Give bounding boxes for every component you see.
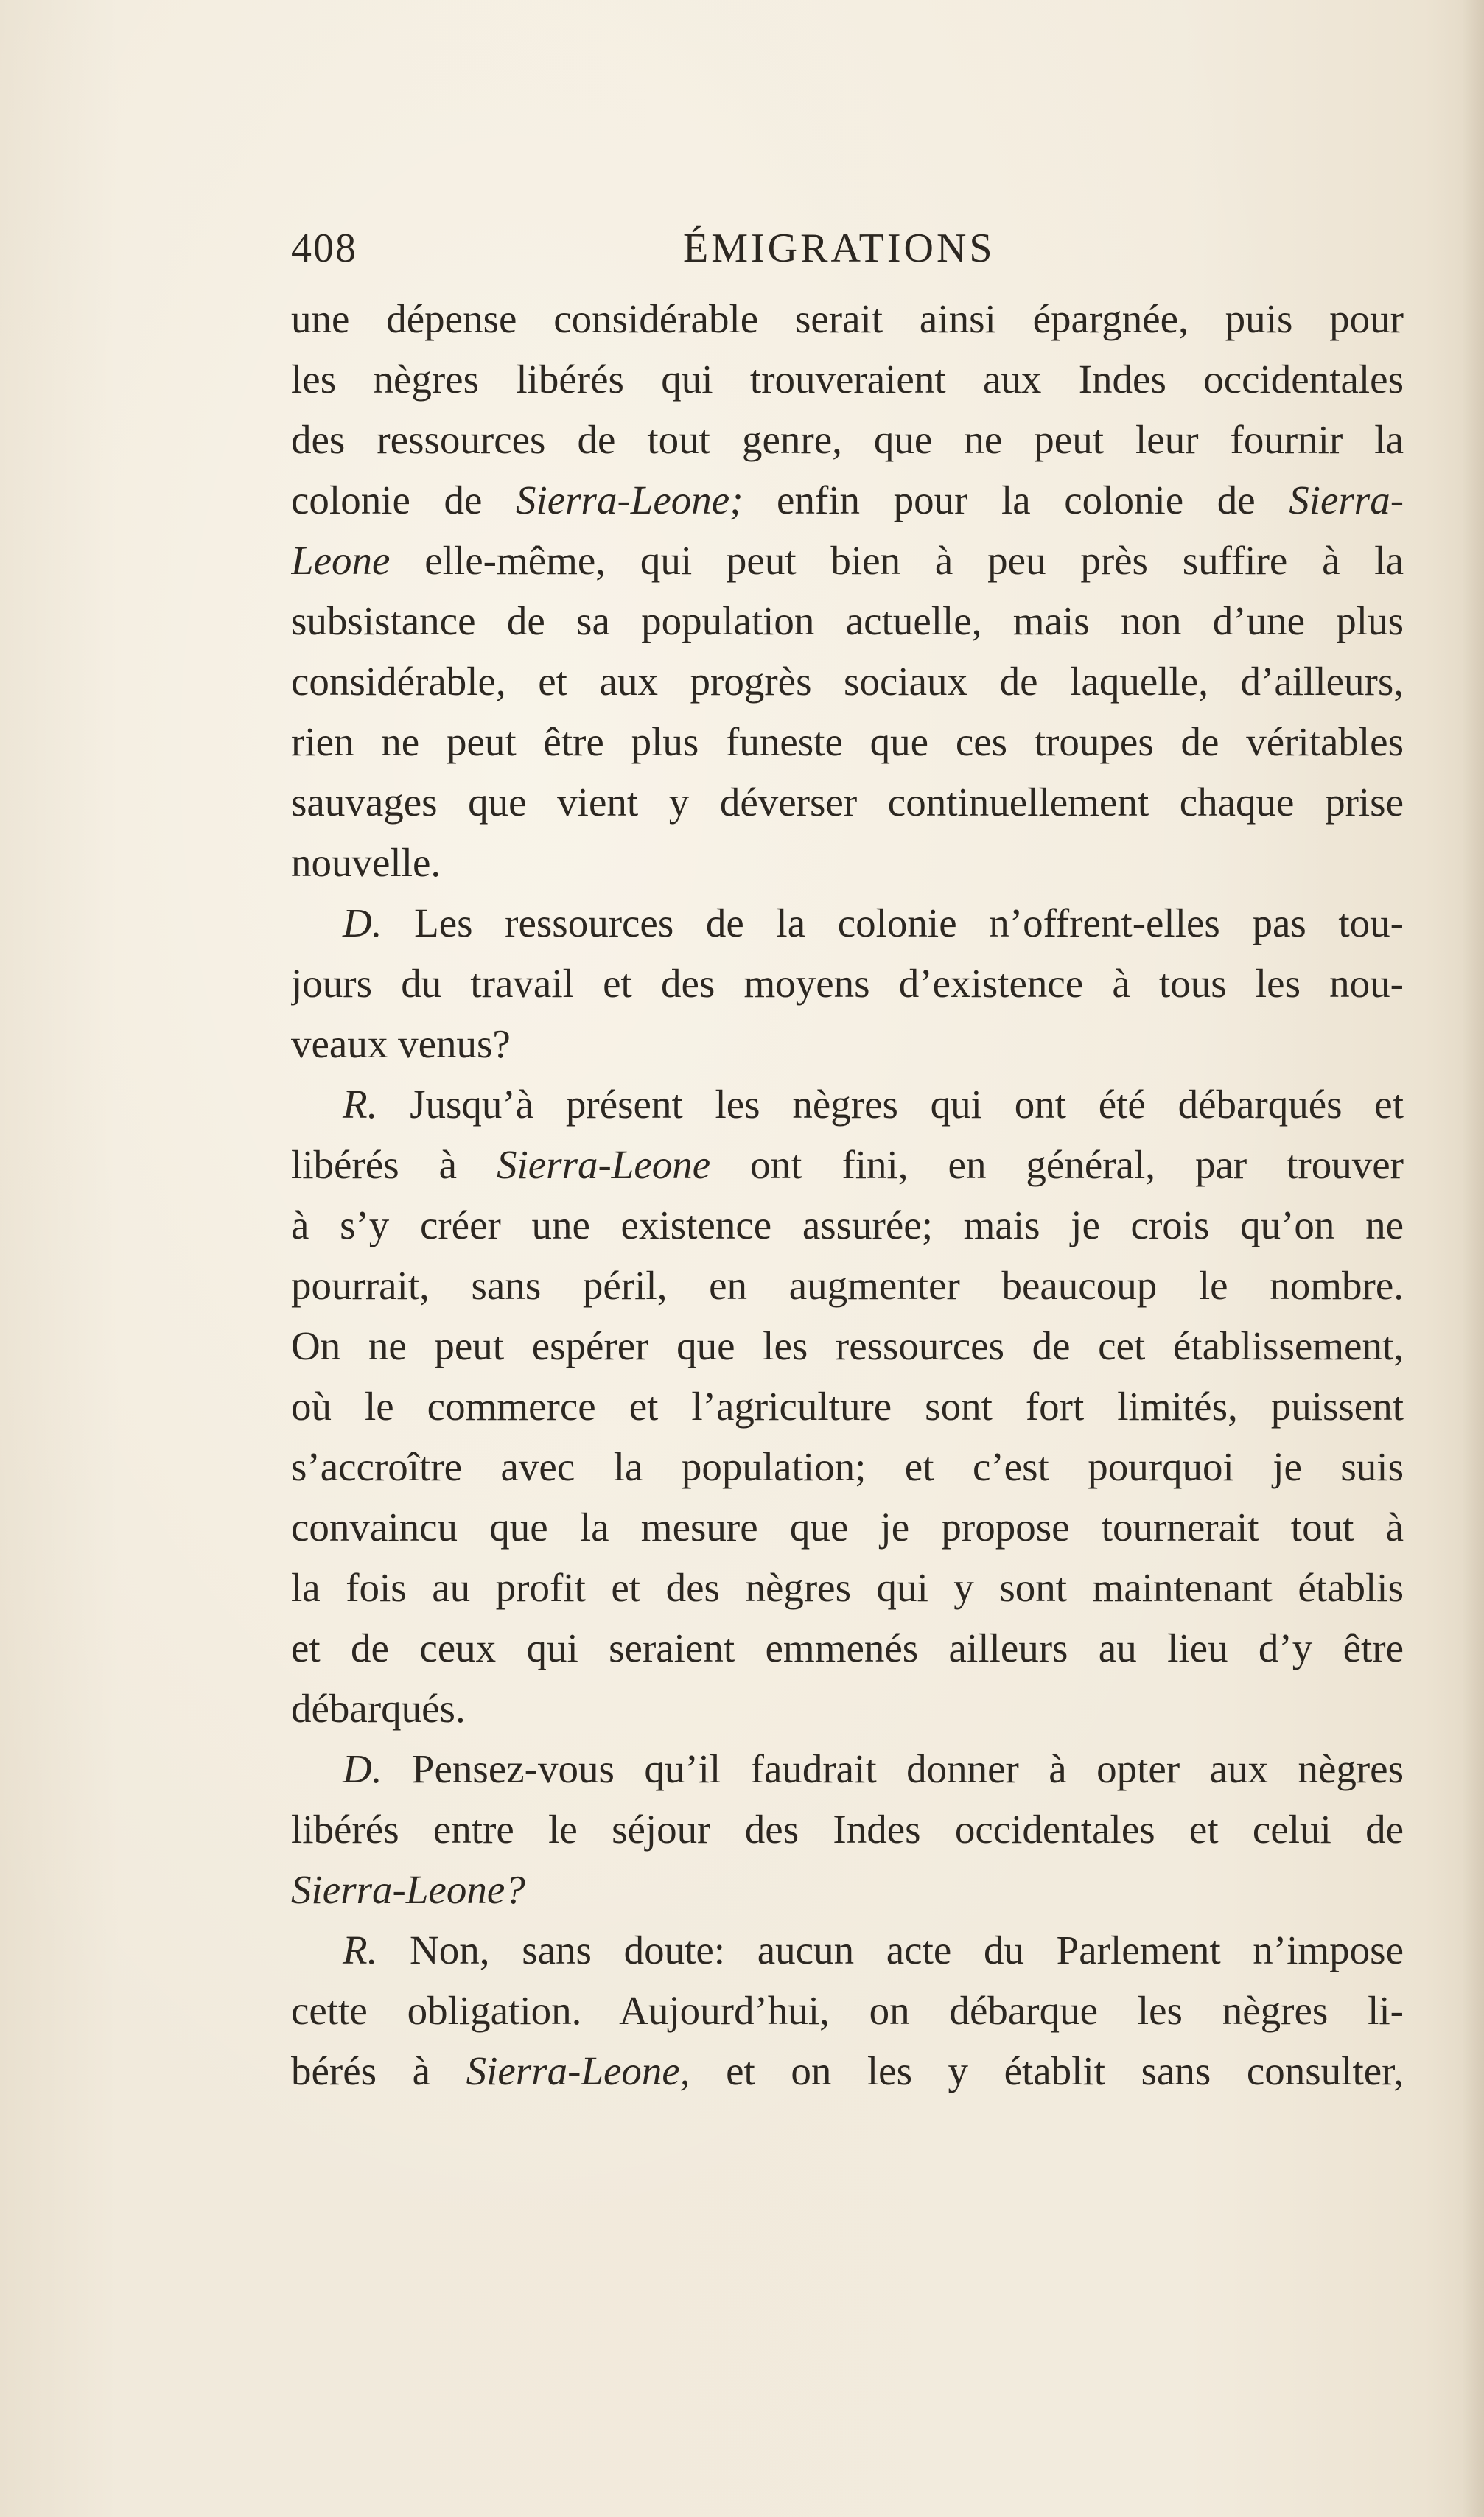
text-segment: Pensez-vous qu’il faudrait donner à opter aux nègres [382,1746,1404,1791]
text-segment: et on les y établit sans consulter, [690,2048,1404,2093]
text-segment: ont fini, en général, par trouver [710,1142,1404,1187]
text-line [291,651,1404,712]
text-segment: s’accroître avec la population; et c’est pourquoi je suis [291,1444,1404,1489]
text-line [291,1074,1404,1135]
text-line [291,1678,1404,1739]
text-segment: la fois au profit et des nègres qui y sont maintenant établis [291,1565,1404,1610]
text-segment: pourrait, sans péril, en augmenter beaucoup le nombre. [291,1263,1404,1308]
text-segment: libérés entre le séjour des Indes occidentales et celui de [291,1807,1404,1852]
text-line [291,289,1404,349]
text-segment: enfin pour la colonie de [743,477,1289,522]
text-segment: jours du travail et des moyens d’existence à tous les nou- [291,961,1404,1006]
text-segment: Jusqu’à présent les nègres qui ont été débarqués et [377,1082,1404,1127]
text-segment: convaincu que la mesure que je propose tournerait tout à [291,1505,1404,1550]
text-segment: veaux venus? [291,1021,511,1066]
italic-text: Sierra-Leone, [466,2048,690,2093]
text-line [291,1195,1404,1256]
text-segment: bérés à [291,2048,466,2093]
text-line [291,772,1404,833]
italic-text: R. [343,1928,378,1972]
text-segment: elle-même, qui peut bien à peu près suffire à la [390,538,1404,583]
text-line [291,1014,1404,1074]
text-segment: libérés à [291,1142,497,1187]
text-line [291,410,1404,470]
text-line [291,531,1404,591]
running-head: ÉMIGRATIONS [683,225,995,271]
text-segment: cette obligation. Aujourd’hui, on débarque les nègres li- [291,1988,1404,2033]
text-segment: sauvages que vient y déverser continuellement chaque prise [291,780,1404,825]
text-segment: rien ne peut être plus funeste que ces troupes de véritables [291,719,1404,764]
text-segment: On ne peut espérer que les ressources de cet établissement, [291,1323,1404,1368]
text-segment: colonie de [291,477,516,522]
text-line [291,1497,1404,1558]
text-line [291,591,1404,651]
text-line [291,470,1404,531]
text-line [291,1376,1404,1437]
text-line [291,1981,1404,2041]
italic-text: Sierra-Leone? [291,1867,525,1912]
text-line [291,953,1404,1014]
italic-text: Leone [291,538,391,583]
text-line [291,1920,1404,1981]
text-segment: nouvelle. [291,840,441,885]
text-segment: subsistance de sa population actuelle, mais non d’une plus [291,598,1404,643]
text-segment: considérable, et aux progrès sociaux de laquelle, d’ailleurs, [291,659,1404,704]
italic-text: D. [343,1746,382,1791]
page-header [291,225,1404,284]
text-segment: et de ceux qui seraient emmenés ailleurs au lieu d’y être [291,1625,1404,1670]
page-number: 408 [291,225,357,271]
text-line [291,1558,1404,1618]
italic-text: D. [343,900,382,945]
text-segment: où le commerce et l’agriculture sont fort limités, puissent [291,1384,1404,1429]
text-segment: des ressources de tout genre, que ne peut leur fournir la [291,417,1404,462]
text-line [291,1135,1404,1195]
body-text [291,289,1404,2101]
italic-text: R. [343,1082,378,1127]
text-line [291,1860,1404,1920]
text-line [291,1256,1404,1316]
italic-text: Sierra-Leone; [515,477,743,522]
text-line [291,2041,1404,2101]
italic-text: Sierra-Leone [496,1142,711,1187]
text-line [291,1618,1404,1678]
text-line [291,712,1404,772]
text-line [291,1316,1404,1376]
text-line [291,1739,1404,1799]
text-segment: les nègres libérés qui trouveraient aux Indes occidentales [291,357,1404,402]
italic-text: Sierra- [1289,477,1404,522]
text-line [291,1437,1404,1497]
text-line [291,349,1404,410]
text-segment: Non, sans doute: aucun acte du Parlement n’impose [377,1928,1404,1972]
text-line [291,893,1404,953]
text-line [291,1799,1404,1860]
text-line [291,833,1404,893]
text-segment: à s’y créer une existence assurée; mais je crois qu’on ne [291,1203,1404,1247]
text-segment: une dépense considérable serait ainsi épargnée, puis pour [291,296,1404,341]
text-segment: Les ressources de la colonie n’offrent-elles pas tou- [382,900,1404,945]
text-segment: débarqués. [291,1686,466,1731]
